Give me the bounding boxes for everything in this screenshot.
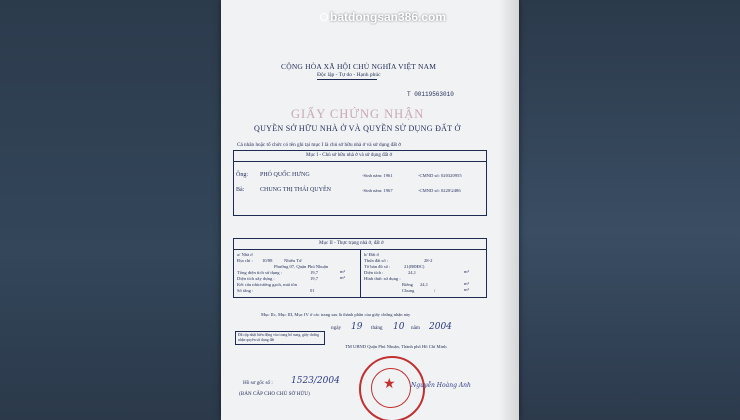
- land-label: b/ Đất ở: [364, 252, 379, 257]
- parcel-label: Thửa đất số :: [364, 258, 389, 263]
- private-label: Riêng: [402, 282, 413, 287]
- update-note-box: [235, 331, 325, 345]
- date-day: 19: [351, 322, 363, 332]
- section2-column-divider: [360, 249, 361, 297]
- background-left: [0, 0, 230, 420]
- land-area-value: 24,1: [408, 270, 417, 275]
- site-watermark: [320, 10, 446, 24]
- signature-name: Nguyễn Hoàng Anh: [411, 382, 471, 389]
- total-area-unit: m²: [340, 269, 345, 274]
- build-area-label: Diện tích xây dựng :: [237, 276, 275, 281]
- motto-underline: [317, 79, 377, 80]
- date-month-label: tháng: [371, 325, 383, 331]
- owner2-name: CHUNG THỊ THÁI QUYÊN: [260, 187, 331, 193]
- section2-heading: Mục II - Thực trạng nhà ở, đất ở: [319, 241, 384, 246]
- floors-label: Số tầng :: [237, 288, 254, 293]
- private-unit: m²: [464, 281, 469, 286]
- watermark-logo-icon: [320, 13, 328, 21]
- serial-number: T 00119563010: [407, 91, 454, 98]
- land-area-label: Diện tích :: [364, 270, 384, 275]
- land-area-unit: m²: [464, 269, 469, 274]
- authority: TM UBND Quận Phú Nhuận, Thành phố Hồ Chí Minh: [345, 344, 447, 349]
- date-year-label: năm: [411, 325, 420, 331]
- shared-unit: m²: [464, 287, 469, 292]
- map-value: 21(BĐĐC): [404, 264, 425, 269]
- shared-value: /: [434, 288, 436, 293]
- parcel-value: 28-2: [424, 258, 433, 263]
- footnote: Mục IIc, Mục III, Mục IV ở các trang sau là thành phần của giấy chứng nhận này: [261, 312, 411, 317]
- owner2-prefix: Bà:: [236, 187, 245, 193]
- watermark-text: batdongsan386.com: [330, 10, 447, 24]
- total-area-value: 19,7: [310, 270, 319, 275]
- section1-divider: [234, 161, 486, 162]
- structure-text: Kết cấu nhà:tường gạch, mái tôn: [237, 282, 298, 287]
- motto: Độc lập - Tự do - Hạnh phúc: [317, 72, 381, 78]
- certificate-title: GIẤY CHỨNG NHẬN: [291, 107, 425, 121]
- owner1-prefix: Ông:: [236, 172, 248, 178]
- original-number: 1523/2004: [291, 376, 340, 386]
- use-form-label: Hình thức sử dụng :: [364, 276, 401, 281]
- floors-value: 01: [310, 288, 315, 293]
- house-label: a/ Nhà ở: [237, 252, 253, 257]
- seal-star-icon: ★: [383, 377, 396, 392]
- owner2-id: -CMND số: 0220\2486: [418, 188, 461, 193]
- owner1-birth: -Sinh năm: 1961: [362, 173, 393, 178]
- build-area-unit: m²: [340, 275, 345, 280]
- street-name: Nhiêu Tứ: [284, 258, 302, 263]
- address-number: 10/88: [262, 258, 273, 263]
- owner1-name: PHÓ QUỐC HƯNG: [260, 172, 310, 178]
- date-day-label: ngày: [331, 325, 342, 331]
- owner2-birth: -Sinh năm: 1967: [362, 188, 393, 193]
- section1-heading: Mục I - Chủ sở hữu nhà ở và sử dụng đất ở: [306, 153, 393, 158]
- original-label: Hồ sơ gốc số :: [243, 380, 273, 386]
- date-month: 10: [393, 322, 405, 332]
- private-value: 24,1: [420, 282, 429, 287]
- owner1-id: -CMND số: 020320955: [418, 173, 462, 178]
- date-year: 2004: [429, 322, 452, 332]
- ward-district: Phường 07, Quận Phú Nhuận: [274, 264, 329, 269]
- address-label: Địa chỉ :: [237, 258, 253, 263]
- section-owners: [233, 150, 487, 216]
- background-right: [510, 0, 740, 420]
- intro-text: Cá nhân hoặc tổ chức có tên ghi tại mục I là chủ sở hữu nhà ở và sử dụng đất ở: [237, 142, 402, 148]
- map-label: Tờ bản đồ số :: [364, 264, 391, 269]
- update-note: Đã cập nhật biến động vào trang bổ sung, giấy chứng nhận quyền sử dụng đất: [238, 333, 320, 342]
- shared-label: Chung: [402, 288, 415, 293]
- owner-copy-note: (BẢN CẤP CHO CHỦ SỞ HỮU): [239, 391, 310, 397]
- build-area-value: 19,7: [310, 276, 319, 281]
- total-area-label: Tổng diện tích sử dụng :: [237, 270, 282, 275]
- republic-heading: CỘNG HÒA XÃ HỘI CHỦ NGHĨA VIỆT NAM: [281, 62, 437, 71]
- certificate-document: [221, 0, 519, 420]
- certificate-subtitle: QUYỀN SỞ HỮU NHÀ Ở VÀ QUYỀN SỬ DỤNG ĐẤT Ở: [254, 124, 461, 133]
- section2-divider: [234, 249, 486, 250]
- section-property: [233, 238, 487, 298]
